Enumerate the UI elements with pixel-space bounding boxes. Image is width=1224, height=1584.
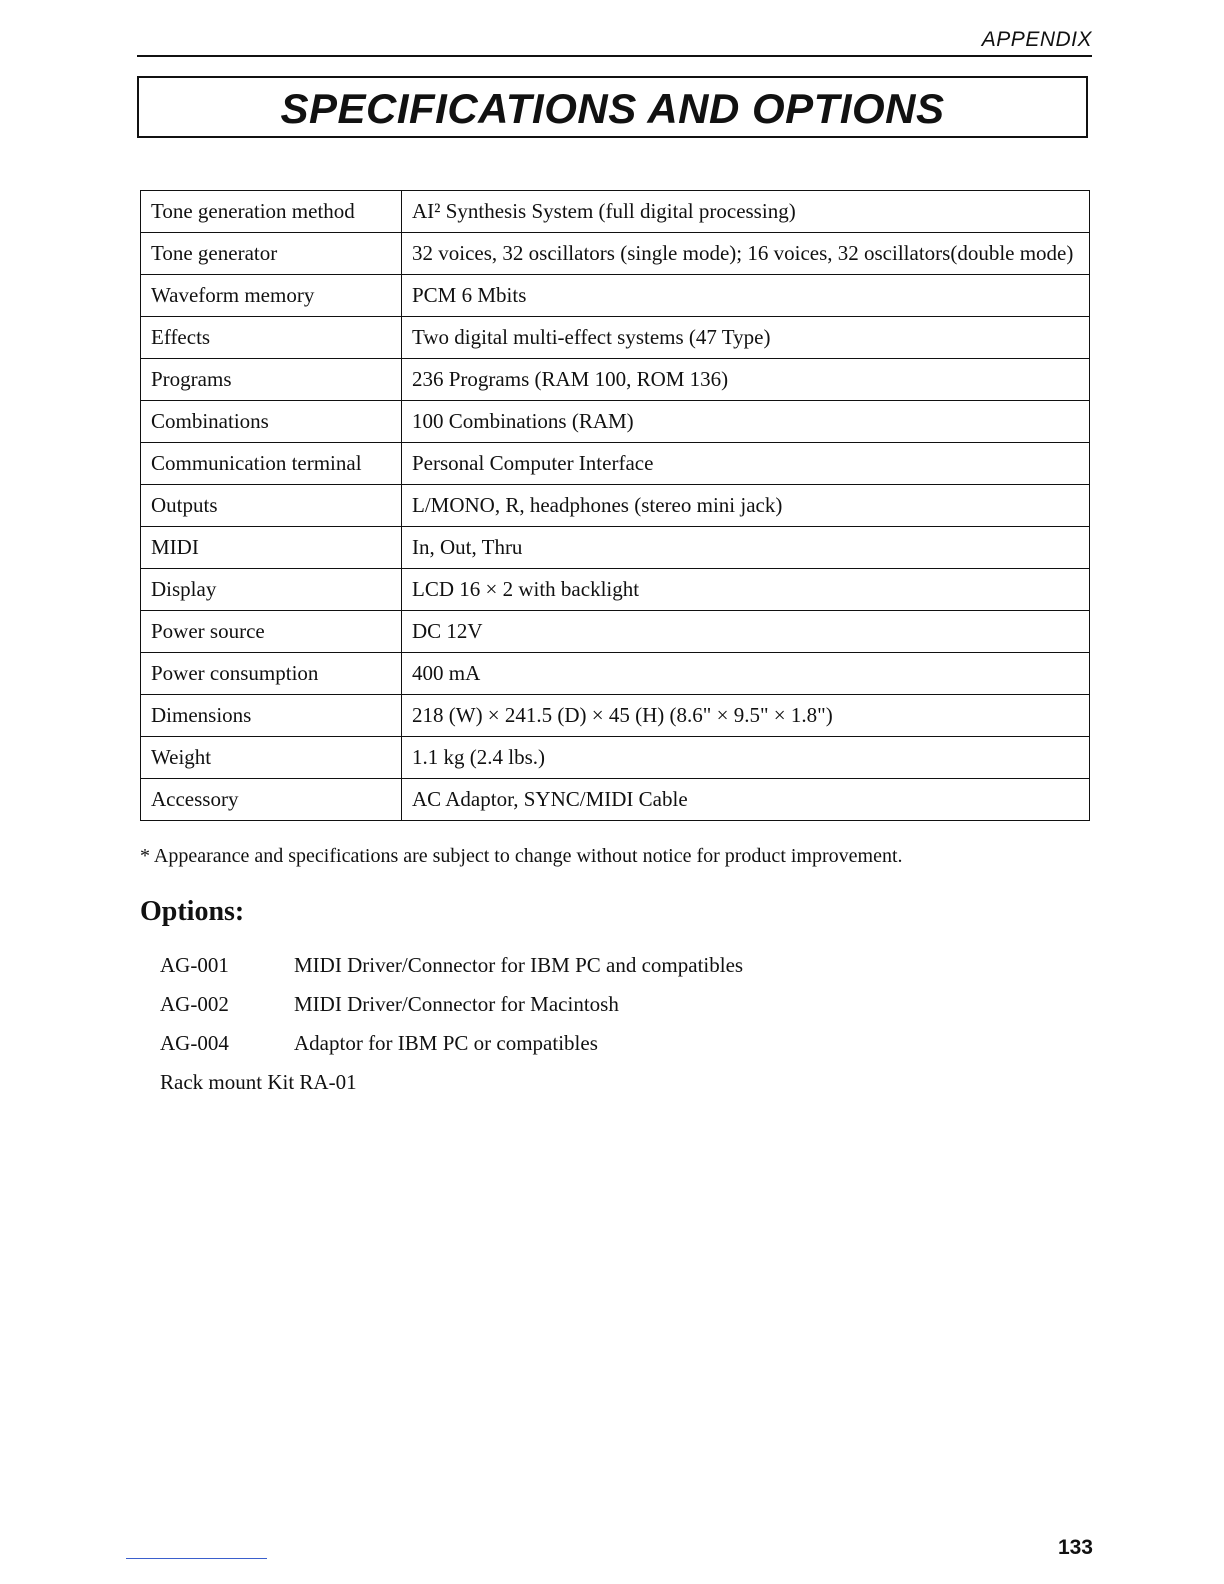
spec-label: Weight <box>141 737 402 779</box>
section-label: APPENDIX <box>981 28 1092 51</box>
footnote: * Appearance and specifications are subject to change without notice for product improvement. <box>140 845 903 867</box>
spec-value: L/MONO, R, headphones (stereo mini jack) <box>402 485 1090 527</box>
options-heading: Options: <box>140 896 245 927</box>
spec-value: LCD 16 × 2 with backlight <box>402 569 1090 611</box>
spec-label: Programs <box>141 359 402 401</box>
spec-value: 100 Combinations (RAM) <box>402 401 1090 443</box>
spec-value: 218 (W) × 241.5 (D) × 45 (H) (8.6" × 9.5" × 1.8") <box>402 695 1090 737</box>
spec-value: PCM 6 Mbits <box>402 275 1090 317</box>
table-row <box>141 275 1090 317</box>
table-row <box>141 695 1090 737</box>
option-code: AG-001 <box>160 953 229 977</box>
table-row <box>141 401 1090 443</box>
table-row <box>141 233 1090 275</box>
header-rule <box>137 55 1092 57</box>
option-description: MIDI Driver/Connector for Macintosh <box>294 992 619 1016</box>
table-row <box>141 317 1090 359</box>
spec-label: Effects <box>141 317 402 359</box>
option-code: AG-002 <box>160 992 229 1016</box>
table-row <box>141 653 1090 695</box>
table-row <box>141 779 1090 821</box>
spec-label: Dimensions <box>141 695 402 737</box>
options-list <box>160 946 743 1102</box>
spec-label: Power consumption <box>141 653 402 695</box>
table-row <box>141 527 1090 569</box>
spec-value: DC 12V <box>402 611 1090 653</box>
option-code: AG-004 <box>160 1031 229 1055</box>
spec-value: In, Out, Thru <box>402 527 1090 569</box>
title-box <box>137 76 1088 138</box>
spec-label: MIDI <box>141 527 402 569</box>
option-item <box>160 1024 743 1063</box>
spec-label: Accessory <box>141 779 402 821</box>
page-number: 133 <box>1057 1536 1093 1559</box>
spec-value: Personal Computer Interface <box>402 443 1090 485</box>
table-row <box>141 191 1090 233</box>
table-row <box>141 569 1090 611</box>
spec-label: Tone generation method <box>141 191 402 233</box>
spec-value: AI² Synthesis System (full digital processing) <box>402 191 1090 233</box>
table-row <box>141 443 1090 485</box>
table-row <box>141 359 1090 401</box>
bottom-rule <box>126 1558 267 1559</box>
spec-value: Two digital multi-effect systems (47 Type) <box>402 317 1090 359</box>
spec-label: Waveform memory <box>141 275 402 317</box>
option-description: Adaptor for IBM PC or compatibles <box>294 1031 598 1055</box>
spec-label: Combinations <box>141 401 402 443</box>
option-description: MIDI Driver/Connector for IBM PC and compatibles <box>294 953 744 977</box>
specifications-table <box>140 190 1090 821</box>
spec-label: Display <box>141 569 402 611</box>
table-row <box>141 611 1090 653</box>
spec-label: Tone generator <box>141 233 402 275</box>
spec-value: AC Adaptor, SYNC/MIDI Cable <box>402 779 1090 821</box>
option-item <box>160 946 743 985</box>
spec-label: Communication terminal <box>141 443 402 485</box>
page-title: SPECIFICATIONS AND OPTIONS <box>280 85 945 132</box>
table-row <box>141 485 1090 527</box>
spec-value: 1.1 kg (2.4 lbs.) <box>402 737 1090 779</box>
option-item <box>160 985 743 1024</box>
table-row <box>141 737 1090 779</box>
spec-label: Power source <box>141 611 402 653</box>
spec-label: Outputs <box>141 485 402 527</box>
spec-value: 236 Programs (RAM 100, ROM 136) <box>402 359 1090 401</box>
option-extra <box>160 1063 743 1102</box>
spec-value: 32 voices, 32 oscillators (single mode); 16 voices, 32 oscillators(double mode) <box>402 233 1090 275</box>
spec-value: 400 mA <box>402 653 1090 695</box>
option-extra-text: Rack mount Kit RA-01 <box>160 1070 357 1094</box>
